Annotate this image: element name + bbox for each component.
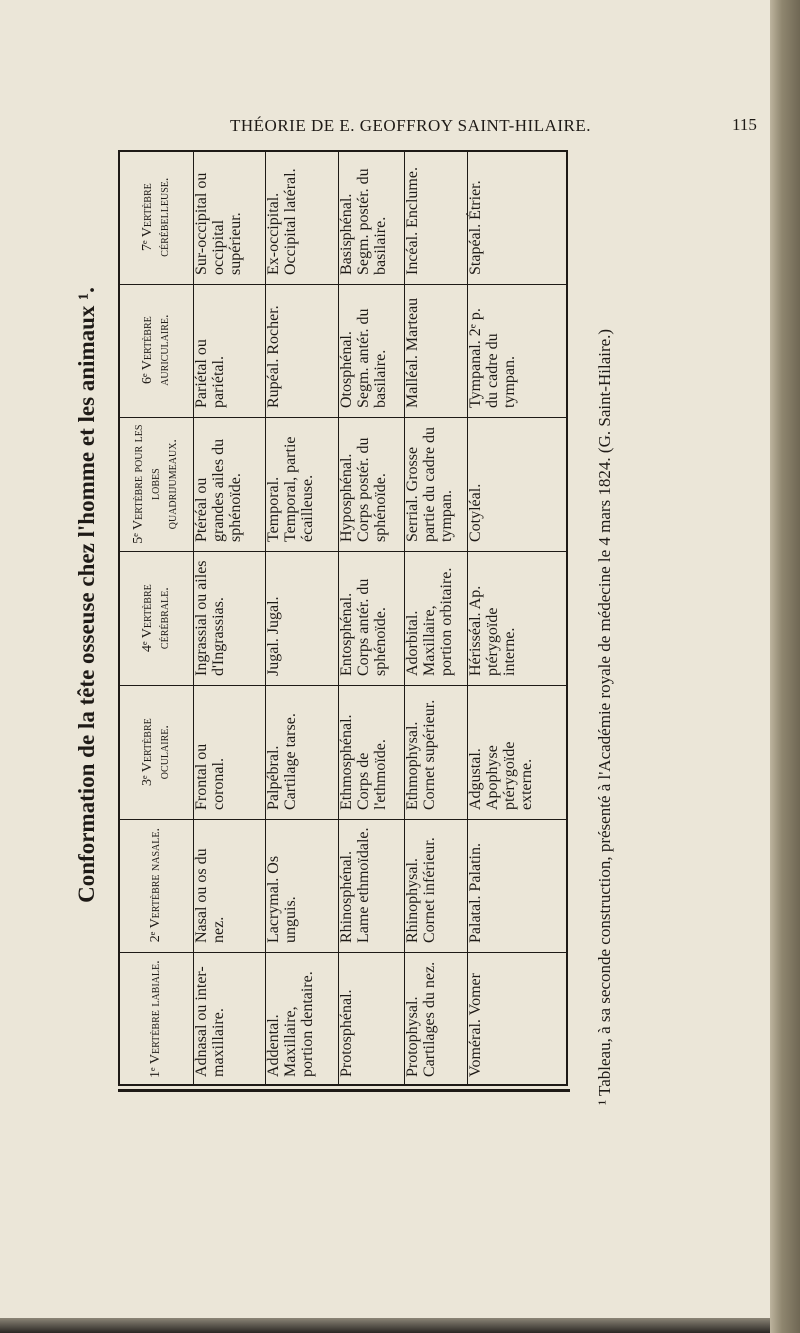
table-cell <box>404 820 467 952</box>
table-bottom-rule <box>118 1089 570 1092</box>
table-cell <box>265 686 338 818</box>
vertebra-header: 7ᵉ Vertèbre cérébelleuse. <box>139 177 172 257</box>
bone-name: Ex-occipital. Occipital latéral. <box>265 168 299 275</box>
table-cell <box>467 418 568 550</box>
table-cell <box>338 552 404 684</box>
bone-name: Rhinosphénal. Lame ethmoïdale. <box>338 827 372 944</box>
bone-name: Protophysal. Cartilages du nez. <box>404 961 438 1077</box>
table-header-cell <box>118 820 193 952</box>
bone-name: Cotyléal. <box>467 483 484 543</box>
table-cell <box>467 953 568 1085</box>
table-title: Conformation de la tête osseuse chez l'homme et les animaux ¹. <box>74 287 99 903</box>
bone-name: Nasal ou os du nez. <box>193 848 227 944</box>
bone-name: Entosphénal. Corps antér. du sphénoïde. <box>338 578 389 676</box>
page-number: 115 <box>732 115 757 134</box>
table-cell <box>193 820 265 952</box>
bone-name: Ptéréal ou grandes ailes du sphénoïde. <box>193 439 244 543</box>
table-header-cell <box>118 953 193 1085</box>
table-cell <box>193 552 265 684</box>
bone-name: Malléal. Marteau <box>404 298 421 409</box>
bone-name: Temporal. Temporal, partie écailleuse. <box>265 436 316 543</box>
table-cell <box>338 953 404 1085</box>
table-cell <box>404 418 467 550</box>
running-title: THÉORIE DE E. GEOFFROY SAINT-HILAIRE. <box>230 116 591 135</box>
table-cell <box>265 285 338 417</box>
bone-name: Jugal. Jugal. <box>265 596 282 676</box>
page-header <box>0 112 770 138</box>
table-cell <box>193 418 265 550</box>
bone-name: Frontal ou coronal. <box>193 743 227 810</box>
table-cell <box>467 285 568 417</box>
vertebra-header: 2ᵉ Vertèbre nasale. <box>148 828 163 943</box>
table-cell <box>193 953 265 1085</box>
bone-name: Serrial. Grosse partie du cadre du tympan. <box>404 427 455 543</box>
footnote: ¹ Tableau, à sa seconde construction, présenté à l'Académie royale de médecine le 4 mars 1824. (G. Saint-Hilaire.) <box>595 328 614 1105</box>
bone-name: Addental. Maxillaire, portion dentaire. <box>265 971 316 1077</box>
vertebra-header: 4ᵉ Vertèbre cérébrale. <box>139 584 172 652</box>
bone-name: Protosphénal. <box>338 989 355 1077</box>
table-header-cell <box>118 552 193 684</box>
table-cell <box>265 418 338 550</box>
table-cell <box>338 285 404 417</box>
bone-name: Lacrymal. Os unguis. <box>265 856 299 944</box>
bone-name: Pariétal ou pariétal. <box>193 339 227 409</box>
bone-name: Ethmophysal. Cornet supérieur. <box>404 699 438 810</box>
vertebra-header: 1ᵉ Vertèbre labiale. <box>148 960 163 1078</box>
table-cell <box>338 418 404 550</box>
table-cell <box>265 953 338 1085</box>
bone-name: Sur-occipital ou occipital supérieur. <box>193 172 244 275</box>
bone-name: Adorbital. Maxillaire, portion orbitaire. <box>404 567 455 676</box>
table-cell <box>467 552 568 684</box>
table-cell <box>404 953 467 1085</box>
bone-name: Adgustal. Apophyse ptérygoïde externe. <box>467 741 535 810</box>
table-cell <box>193 285 265 417</box>
table-cell <box>338 820 404 952</box>
bone-name: Ethmosphénal. Corps de l'ethmoïde. <box>338 714 389 810</box>
bone-name: Palatal. Palatin. <box>467 843 484 944</box>
bone-name: Rhinophysal. Cornet inférieur. <box>404 837 438 944</box>
table-header-cell <box>118 151 193 283</box>
table-header-cell <box>118 285 193 417</box>
table-cell <box>467 151 568 283</box>
table-cell <box>404 151 467 283</box>
table-cell <box>467 686 568 818</box>
bone-name: Basisphénal. Segm. postér. du basilaire. <box>338 168 389 275</box>
table-cell <box>193 151 265 283</box>
table-header-cell <box>118 418 193 550</box>
table-cell <box>467 820 568 952</box>
table-cell <box>265 820 338 952</box>
bone-name: Adnasal ou inter-maxillaire. <box>193 966 227 1077</box>
table-cell <box>193 686 265 818</box>
bone-name: Palpébral. Cartilage tarse. <box>265 712 299 810</box>
table-header-cell <box>118 686 193 818</box>
vertebra-header: 6ᵉ Vertèbre auriculaire. <box>139 314 172 387</box>
table-cell <box>338 686 404 818</box>
table-cell <box>265 151 338 283</box>
book-binding-edge <box>770 0 800 1333</box>
table-cell <box>404 686 467 818</box>
bone-name: Stapéal. Étrier. <box>467 180 484 275</box>
table-cell <box>265 552 338 684</box>
bone-name: Tympanal. 2ᵉ p. du cadre du tympan. <box>467 308 518 409</box>
vertebra-header: 5ᵉ Vertèbre pour les lobes quadrijumeaux. <box>131 424 180 544</box>
bone-name: Rupéal. Rocher. <box>265 305 282 409</box>
bone-name: Ingrassial ou ailes d'Ingrassias. <box>193 560 227 676</box>
bone-name: Voméral. Vomer <box>467 973 484 1077</box>
table-cell <box>404 552 467 684</box>
table-cell <box>338 151 404 283</box>
bone-name: Otosphénal. Segm. antér. du basilaire. <box>338 308 389 409</box>
bone-name: Incéal. Enclume. <box>404 166 421 275</box>
vertebra-header: 3ᵉ Vertèbre oculaire. <box>139 717 172 786</box>
table-cell <box>404 285 467 417</box>
page-bottom-edge <box>0 1318 770 1333</box>
bone-name: Hérisséal. Ap. ptérygoïde interne. <box>467 585 518 676</box>
bone-name: Hyposphénal. Corps postér. du sphénoïde. <box>338 437 389 543</box>
